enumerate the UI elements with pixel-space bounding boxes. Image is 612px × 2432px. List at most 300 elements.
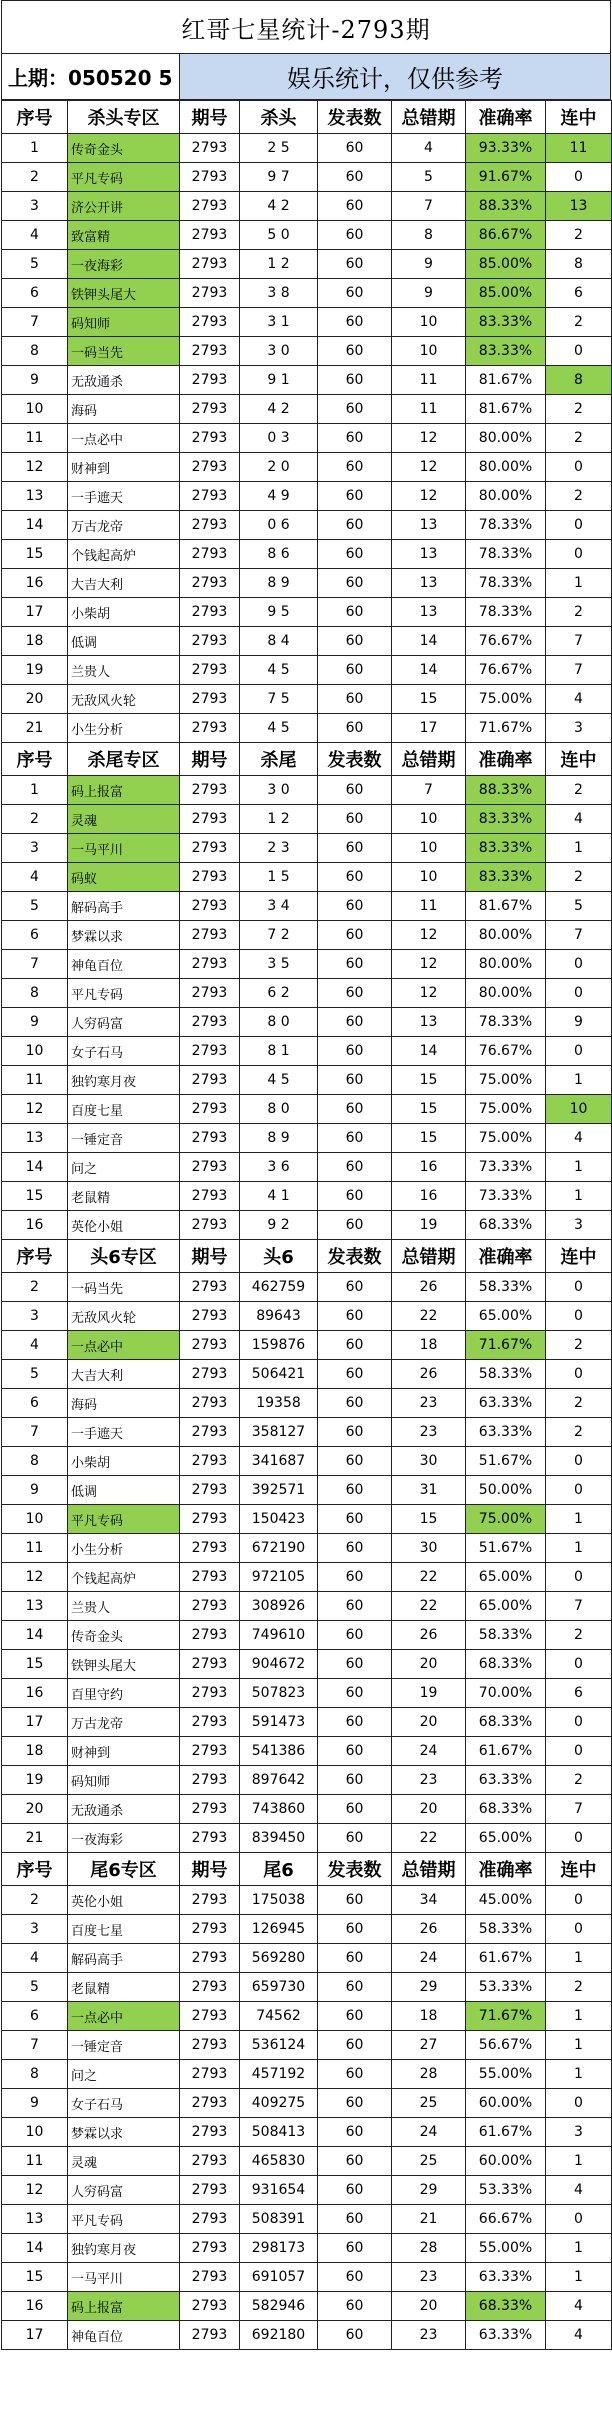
table-row xyxy=(2,511,612,540)
cell-issue: 2793 xyxy=(180,511,240,540)
column-header-streak: 连中 xyxy=(546,1240,612,1273)
cell-issue: 2793 xyxy=(180,134,240,163)
table-row xyxy=(2,1973,612,2002)
cell-name: 无敌通杀 xyxy=(68,366,180,395)
cell-index: 2 xyxy=(2,805,68,834)
table-row xyxy=(2,1124,612,1153)
table-row xyxy=(2,569,612,598)
cell-accuracy: 80.00% xyxy=(466,482,546,511)
cell-errors: 22 xyxy=(392,1302,466,1331)
cell-streak: 0 xyxy=(546,540,612,569)
cell-posts: 60 xyxy=(318,950,392,979)
cell-posts: 60 xyxy=(318,279,392,308)
cell-posts: 60 xyxy=(318,2234,392,2263)
cell-value: 4 5 xyxy=(240,714,318,743)
cell-posts: 60 xyxy=(318,1182,392,1211)
cell-posts: 60 xyxy=(318,714,392,743)
cell-issue: 2793 xyxy=(180,2118,240,2147)
cell-accuracy: 91.67% xyxy=(466,163,546,192)
cell-issue: 2793 xyxy=(180,279,240,308)
cell-accuracy: 55.00% xyxy=(466,2060,546,2089)
table-row xyxy=(2,1795,612,1824)
cell-streak: 9 xyxy=(546,1008,612,1037)
cell-streak: 5 xyxy=(546,892,612,921)
cell-streak: 1 xyxy=(546,1944,612,1973)
cell-name: 平凡专码 xyxy=(68,163,180,192)
column-header-posts: 发表数 xyxy=(318,1240,392,1273)
cell-posts: 60 xyxy=(318,1302,392,1331)
cell-accuracy: 68.33% xyxy=(466,1650,546,1679)
table-row xyxy=(2,1679,612,1708)
cell-errors: 22 xyxy=(392,1563,466,1592)
table-row xyxy=(2,1211,612,1240)
cell-name: 灵魂 xyxy=(68,805,180,834)
cell-posts: 60 xyxy=(318,453,392,482)
cell-accuracy: 58.33% xyxy=(466,1273,546,1302)
table-row xyxy=(2,1418,612,1447)
column-header-issue: 期号 xyxy=(180,743,240,776)
cell-issue: 2793 xyxy=(180,921,240,950)
cell-value: 931654 xyxy=(240,2176,318,2205)
cell-name: 海码 xyxy=(68,1389,180,1418)
table-row xyxy=(2,1302,612,1331)
section-header-row xyxy=(2,1853,612,1886)
cell-streak: 2 xyxy=(546,395,612,424)
cell-name: 财神到 xyxy=(68,1737,180,1766)
cell-value: 4 5 xyxy=(240,1066,318,1095)
cell-accuracy: 83.33% xyxy=(466,805,546,834)
cell-errors: 15 xyxy=(392,1095,466,1124)
cell-index: 18 xyxy=(2,627,68,656)
cell-name: 一锤定音 xyxy=(68,1124,180,1153)
cell-errors: 20 xyxy=(392,1708,466,1737)
table-row xyxy=(2,1008,612,1037)
cell-index: 20 xyxy=(2,685,68,714)
cell-value: 308926 xyxy=(240,1592,318,1621)
cell-streak: 7 xyxy=(546,921,612,950)
cell-accuracy: 83.33% xyxy=(466,863,546,892)
cell-streak: 0 xyxy=(546,1302,612,1331)
cell-name: 解码高手 xyxy=(68,1944,180,1973)
cell-value: 409275 xyxy=(240,2089,318,2118)
cell-index: 9 xyxy=(2,366,68,395)
cell-errors: 28 xyxy=(392,2060,466,2089)
cell-streak: 6 xyxy=(546,279,612,308)
cell-errors: 15 xyxy=(392,1124,466,1153)
column-header-name: 杀头专区 xyxy=(68,101,180,134)
cell-value: 2 0 xyxy=(240,453,318,482)
cell-name: 平凡专码 xyxy=(68,1505,180,1534)
cell-errors: 21 xyxy=(392,2205,466,2234)
cell-value: 74562 xyxy=(240,2002,318,2031)
cell-name: 一夜海彩 xyxy=(68,1824,180,1853)
cell-errors: 31 xyxy=(392,1476,466,1505)
cell-index: 4 xyxy=(2,863,68,892)
column-header-name: 杀尾专区 xyxy=(68,743,180,776)
cell-errors: 9 xyxy=(392,250,466,279)
cell-name: 一点必中 xyxy=(68,1331,180,1360)
cell-streak: 1 xyxy=(546,834,612,863)
cell-accuracy: 58.33% xyxy=(466,1621,546,1650)
cell-issue: 2793 xyxy=(180,1418,240,1447)
cell-streak: 4 xyxy=(546,1124,612,1153)
cell-accuracy: 78.33% xyxy=(466,1008,546,1037)
cell-accuracy: 73.33% xyxy=(466,1182,546,1211)
column-header-streak: 连中 xyxy=(546,743,612,776)
cell-errors: 29 xyxy=(392,2176,466,2205)
cell-issue: 2793 xyxy=(180,1211,240,1240)
cell-value: 6 2 xyxy=(240,979,318,1008)
cell-errors: 14 xyxy=(392,627,466,656)
cell-issue: 2793 xyxy=(180,656,240,685)
cell-posts: 60 xyxy=(318,834,392,863)
table-row xyxy=(2,1766,612,1795)
cell-errors: 20 xyxy=(392,2292,466,2321)
cell-posts: 60 xyxy=(318,1505,392,1534)
cell-accuracy: 70.00% xyxy=(466,1679,546,1708)
cell-index: 15 xyxy=(2,1182,68,1211)
cell-accuracy: 65.00% xyxy=(466,1563,546,1592)
cell-streak: 10 xyxy=(546,1095,612,1124)
cell-accuracy: 75.00% xyxy=(466,685,546,714)
cell-index: 13 xyxy=(2,1592,68,1621)
cell-name: 一手遮天 xyxy=(68,482,180,511)
last-issue: 上期：050520 5 xyxy=(2,54,180,99)
cell-accuracy: 68.33% xyxy=(466,1211,546,1240)
cell-posts: 60 xyxy=(318,1592,392,1621)
cell-value: 8 0 xyxy=(240,1095,318,1124)
cell-value: 9 7 xyxy=(240,163,318,192)
cell-name: 传奇金头 xyxy=(68,1621,180,1650)
cell-posts: 60 xyxy=(318,2263,392,2292)
cell-errors: 9 xyxy=(392,279,466,308)
cell-index: 4 xyxy=(2,1944,68,1973)
cell-errors: 23 xyxy=(392,2263,466,2292)
cell-name: 码知师 xyxy=(68,1766,180,1795)
cell-index: 15 xyxy=(2,540,68,569)
cell-value: 569280 xyxy=(240,1944,318,1973)
cell-posts: 60 xyxy=(318,1973,392,2002)
cell-streak: 0 xyxy=(546,2089,612,2118)
cell-streak: 0 xyxy=(546,1650,612,1679)
cell-errors: 11 xyxy=(392,395,466,424)
cell-index: 12 xyxy=(2,1563,68,1592)
cell-accuracy: 80.00% xyxy=(466,979,546,1008)
cell-streak: 3 xyxy=(546,1211,612,1240)
cell-issue: 2793 xyxy=(180,2321,240,2350)
cell-posts: 60 xyxy=(318,134,392,163)
cell-errors: 20 xyxy=(392,1650,466,1679)
cell-posts: 60 xyxy=(318,921,392,950)
cell-posts: 60 xyxy=(318,2292,392,2321)
cell-value: 541386 xyxy=(240,1737,318,1766)
cell-streak: 1 xyxy=(546,1182,612,1211)
cell-issue: 2793 xyxy=(180,395,240,424)
table-row xyxy=(2,2060,612,2089)
cell-posts: 60 xyxy=(318,569,392,598)
cell-value: 89643 xyxy=(240,1302,318,1331)
cell-index: 12 xyxy=(2,453,68,482)
cell-accuracy: 55.00% xyxy=(466,2234,546,2263)
cell-value: 743860 xyxy=(240,1795,318,1824)
cell-streak: 4 xyxy=(546,685,612,714)
cell-value: 3 4 xyxy=(240,892,318,921)
cell-posts: 60 xyxy=(318,540,392,569)
column-header-name: 头6专区 xyxy=(68,1240,180,1273)
cell-posts: 60 xyxy=(318,250,392,279)
column-header-streak: 连中 xyxy=(546,101,612,134)
cell-accuracy: 76.67% xyxy=(466,627,546,656)
column-header-index: 序号 xyxy=(2,1853,68,1886)
cell-name: 神龟百位 xyxy=(68,950,180,979)
cell-streak: 0 xyxy=(546,337,612,366)
cell-index: 8 xyxy=(2,337,68,366)
cell-errors: 12 xyxy=(392,921,466,950)
cell-issue: 2793 xyxy=(180,221,240,250)
cell-name: 一手遮天 xyxy=(68,1418,180,1447)
column-header-issue: 期号 xyxy=(180,101,240,134)
cell-accuracy: 71.67% xyxy=(466,714,546,743)
cell-errors: 15 xyxy=(392,685,466,714)
cell-streak: 4 xyxy=(546,2292,612,2321)
cell-accuracy: 45.00% xyxy=(466,1886,546,1915)
cell-name: 人穷码富 xyxy=(68,2176,180,2205)
cell-index: 15 xyxy=(2,1650,68,1679)
cell-posts: 60 xyxy=(318,395,392,424)
cell-streak: 0 xyxy=(546,1563,612,1592)
cell-accuracy: 78.33% xyxy=(466,540,546,569)
cell-accuracy: 85.00% xyxy=(466,279,546,308)
cell-streak: 2 xyxy=(546,221,612,250)
cell-value: 659730 xyxy=(240,1973,318,2002)
cell-value: 4 1 xyxy=(240,1182,318,1211)
cell-issue: 2793 xyxy=(180,1944,240,1973)
cell-accuracy: 75.00% xyxy=(466,1095,546,1124)
cell-streak: 0 xyxy=(546,511,612,540)
table-row xyxy=(2,163,612,192)
cell-index: 7 xyxy=(2,950,68,979)
column-header-posts: 发表数 xyxy=(318,1853,392,1886)
cell-issue: 2793 xyxy=(180,714,240,743)
cell-posts: 60 xyxy=(318,1621,392,1650)
cell-index: 21 xyxy=(2,1824,68,1853)
cell-value: 298173 xyxy=(240,2234,318,2263)
cell-posts: 60 xyxy=(318,192,392,221)
cell-value: 8 9 xyxy=(240,569,318,598)
cell-name: 神龟百位 xyxy=(68,2321,180,2350)
column-header-accuracy: 准确率 xyxy=(466,1240,546,1273)
table-row xyxy=(2,1824,612,1853)
cell-streak: 3 xyxy=(546,2118,612,2147)
cell-errors: 28 xyxy=(392,2234,466,2263)
table-row xyxy=(2,453,612,482)
cell-posts: 60 xyxy=(318,1360,392,1389)
cell-streak: 0 xyxy=(546,1476,612,1505)
cell-accuracy: 65.00% xyxy=(466,1592,546,1621)
cell-value: 8 1 xyxy=(240,1037,318,1066)
cell-streak: 0 xyxy=(546,1447,612,1476)
cell-name: 铁钾头尾大 xyxy=(68,1650,180,1679)
cell-index: 2 xyxy=(2,1273,68,1302)
cell-streak: 0 xyxy=(546,950,612,979)
cell-value: 3 8 xyxy=(240,279,318,308)
cell-index: 10 xyxy=(2,2118,68,2147)
table-row xyxy=(2,1476,612,1505)
cell-errors: 30 xyxy=(392,1534,466,1563)
cell-accuracy: 50.00% xyxy=(466,1476,546,1505)
table-row xyxy=(2,1708,612,1737)
cell-errors: 13 xyxy=(392,540,466,569)
table-row xyxy=(2,250,612,279)
cell-name: 大吉大利 xyxy=(68,569,180,598)
cell-index: 17 xyxy=(2,598,68,627)
cell-index: 16 xyxy=(2,1679,68,1708)
cell-issue: 2793 xyxy=(180,1915,240,1944)
cell-issue: 2793 xyxy=(180,1153,240,1182)
cell-accuracy: 65.00% xyxy=(466,1824,546,1853)
cell-accuracy: 61.67% xyxy=(466,1737,546,1766)
table-row xyxy=(2,1915,612,1944)
cell-errors: 10 xyxy=(392,863,466,892)
cell-value: 462759 xyxy=(240,1273,318,1302)
cell-streak: 4 xyxy=(546,2176,612,2205)
cell-issue: 2793 xyxy=(180,192,240,221)
cell-errors: 16 xyxy=(392,1182,466,1211)
section-header-row xyxy=(2,101,612,134)
cell-accuracy: 63.33% xyxy=(466,1418,546,1447)
cell-index: 8 xyxy=(2,2060,68,2089)
table-row xyxy=(2,1095,612,1124)
cell-streak: 7 xyxy=(546,1592,612,1621)
cell-streak: 0 xyxy=(546,453,612,482)
column-header-value: 杀头 xyxy=(240,101,318,134)
cell-posts: 60 xyxy=(318,979,392,1008)
cell-posts: 60 xyxy=(318,1534,392,1563)
cell-name: 人穷码富 xyxy=(68,1008,180,1037)
cell-name: 女子石马 xyxy=(68,1037,180,1066)
cell-issue: 2793 xyxy=(180,2089,240,2118)
cell-name: 小生分析 xyxy=(68,714,180,743)
cell-value: 175038 xyxy=(240,1886,318,1915)
cell-index: 7 xyxy=(2,308,68,337)
cell-errors: 22 xyxy=(392,1592,466,1621)
cell-posts: 60 xyxy=(318,2176,392,2205)
cell-posts: 60 xyxy=(318,1389,392,1418)
cell-name: 老鼠精 xyxy=(68,1182,180,1211)
table-row xyxy=(2,1650,612,1679)
cell-accuracy: 76.67% xyxy=(466,656,546,685)
cell-issue: 2793 xyxy=(180,1708,240,1737)
cell-index: 1 xyxy=(2,776,68,805)
cell-streak: 1 xyxy=(546,2031,612,2060)
cell-streak: 1 xyxy=(546,2263,612,2292)
cell-errors: 4 xyxy=(392,134,466,163)
cell-index: 13 xyxy=(2,2205,68,2234)
cell-accuracy: 71.67% xyxy=(466,2002,546,2031)
cell-name: 万古龙帝 xyxy=(68,511,180,540)
cell-name: 一马平川 xyxy=(68,2263,180,2292)
cell-accuracy: 93.33% xyxy=(466,134,546,163)
cell-index: 9 xyxy=(2,2089,68,2118)
cell-value: 897642 xyxy=(240,1766,318,1795)
cell-accuracy: 63.33% xyxy=(466,1766,546,1795)
cell-posts: 60 xyxy=(318,1944,392,1973)
cell-streak: 7 xyxy=(546,627,612,656)
cell-value: 3 6 xyxy=(240,1153,318,1182)
cell-index: 9 xyxy=(2,1008,68,1037)
table-row xyxy=(2,950,612,979)
cell-streak: 0 xyxy=(546,979,612,1008)
cell-errors: 29 xyxy=(392,1973,466,2002)
table-row xyxy=(2,2321,612,2350)
cell-streak: 0 xyxy=(546,1915,612,1944)
cell-accuracy: 58.33% xyxy=(466,1360,546,1389)
table-row xyxy=(2,1944,612,1973)
cell-errors: 22 xyxy=(392,1824,466,1853)
cell-index: 10 xyxy=(2,1037,68,1066)
cell-index: 14 xyxy=(2,2234,68,2263)
cell-name: 码上报富 xyxy=(68,2292,180,2321)
cell-name: 大吉大利 xyxy=(68,1360,180,1389)
cell-index: 5 xyxy=(2,1360,68,1389)
cell-posts: 60 xyxy=(318,1737,392,1766)
table-row xyxy=(2,1447,612,1476)
cell-value: 159876 xyxy=(240,1331,318,1360)
cell-errors: 18 xyxy=(392,2002,466,2031)
cell-errors: 18 xyxy=(392,1331,466,1360)
cell-name: 一码当先 xyxy=(68,337,180,366)
cell-index: 6 xyxy=(2,1389,68,1418)
table-row xyxy=(2,2147,612,2176)
cell-issue: 2793 xyxy=(180,1066,240,1095)
table-row xyxy=(2,1563,612,1592)
cell-index: 16 xyxy=(2,2292,68,2321)
cell-index: 16 xyxy=(2,1211,68,1240)
cell-streak: 1 xyxy=(546,1505,612,1534)
cell-value: 536124 xyxy=(240,2031,318,2060)
table-row xyxy=(2,1273,612,1302)
cell-posts: 60 xyxy=(318,1679,392,1708)
cell-value: 591473 xyxy=(240,1708,318,1737)
cell-streak: 1 xyxy=(546,1534,612,1563)
cell-streak: 2 xyxy=(546,1973,612,2002)
cell-issue: 2793 xyxy=(180,1795,240,1824)
table-row xyxy=(2,1182,612,1211)
cell-posts: 60 xyxy=(318,892,392,921)
cell-value: 3 0 xyxy=(240,776,318,805)
cell-issue: 2793 xyxy=(180,685,240,714)
table-row xyxy=(2,1886,612,1915)
cell-name: 一点必中 xyxy=(68,2002,180,2031)
table-row xyxy=(2,2118,612,2147)
cell-posts: 60 xyxy=(318,2118,392,2147)
cell-name: 致富精 xyxy=(68,221,180,250)
cell-index: 2 xyxy=(2,163,68,192)
cell-posts: 60 xyxy=(318,1273,392,1302)
cell-name: 码知师 xyxy=(68,308,180,337)
cell-streak: 0 xyxy=(546,1708,612,1737)
cell-issue: 2793 xyxy=(180,892,240,921)
cell-posts: 60 xyxy=(318,163,392,192)
cell-accuracy: 80.00% xyxy=(466,950,546,979)
stats-table-body xyxy=(2,101,612,2350)
cell-posts: 60 xyxy=(318,2089,392,2118)
cell-index: 10 xyxy=(2,1505,68,1534)
cell-accuracy: 83.33% xyxy=(466,834,546,863)
cell-accuracy: 71.67% xyxy=(466,1331,546,1360)
cell-name: 无敌通杀 xyxy=(68,1795,180,1824)
cell-name: 问之 xyxy=(68,2060,180,2089)
